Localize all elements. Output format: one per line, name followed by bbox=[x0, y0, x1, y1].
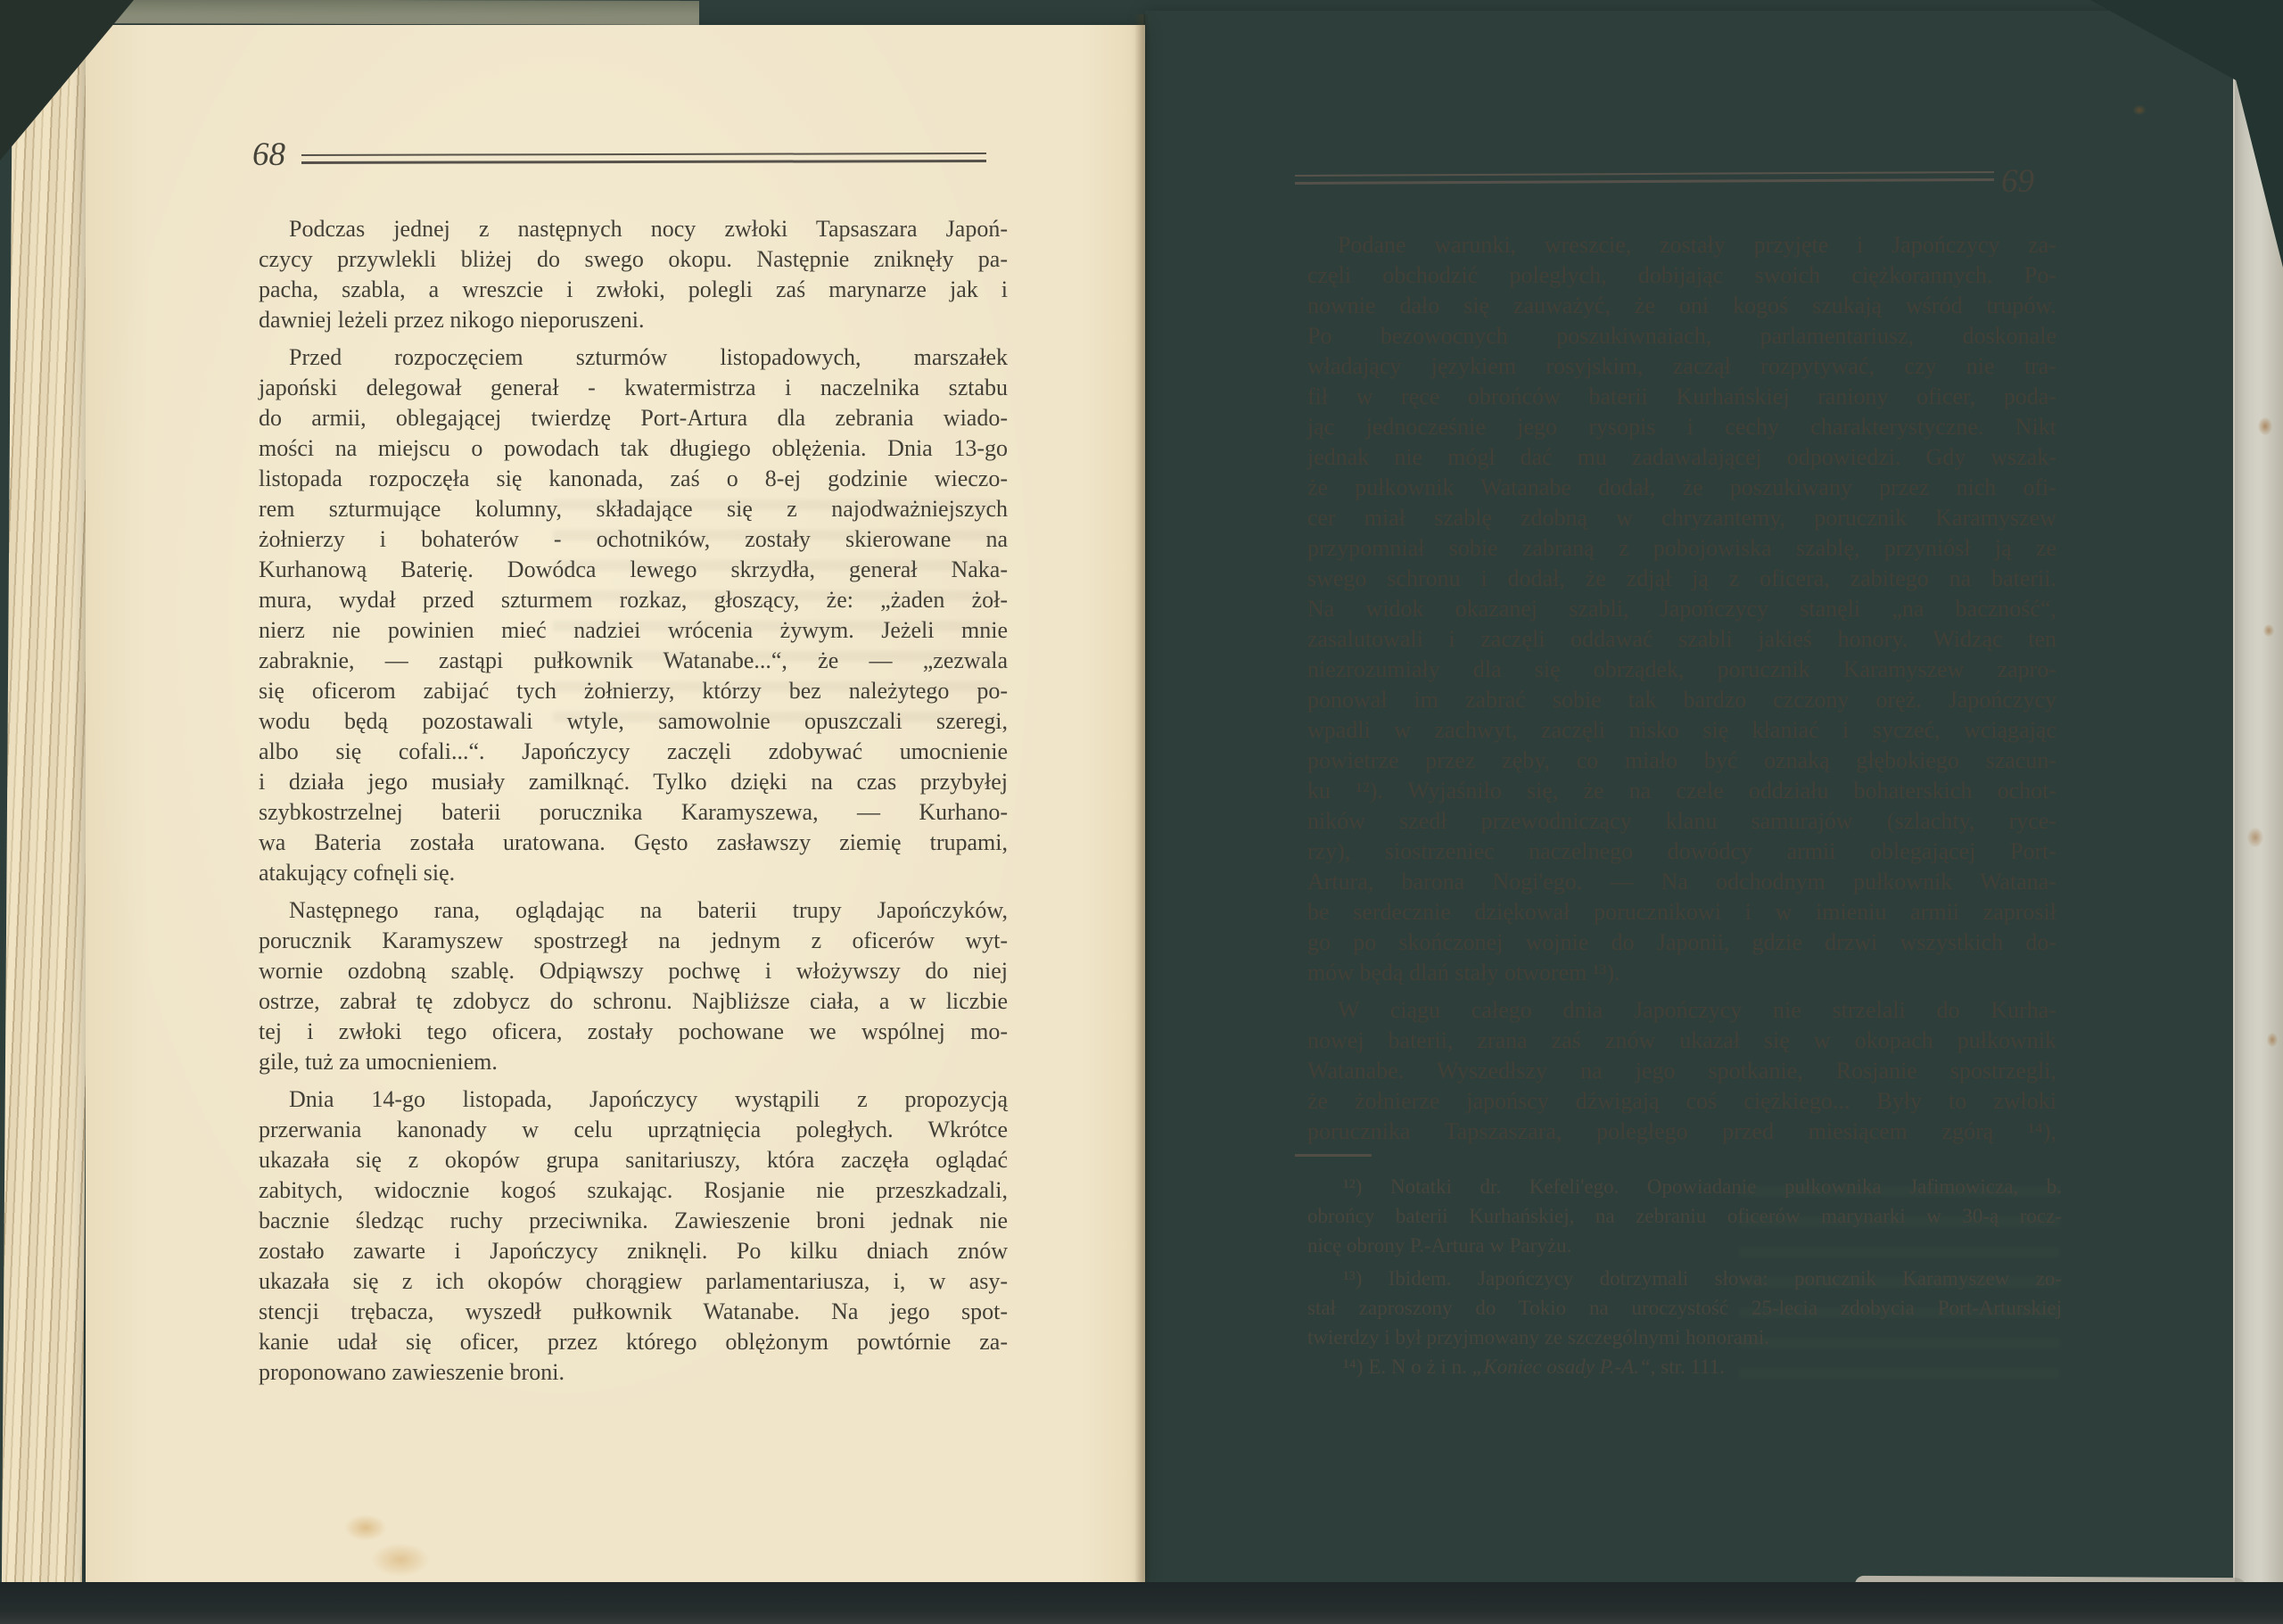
paragraph bbox=[1307, 1172, 2062, 1260]
text-line: do armii, oblegającej twierdzę Port-Artura dla zebrania wiado- bbox=[259, 405, 1008, 431]
text-line: zasalutowali i zaczęli oddawać szabli jakieś honory. Widząc ten bbox=[1307, 626, 2056, 652]
text-line: tej i zwłoki tego oficera, zostały pochowane we wspólnej mo- bbox=[259, 1018, 1008, 1044]
foxing-stain bbox=[2133, 105, 2146, 115]
text-line: wornie ozdobną szablę. Odpiąwszy pochwę i włożywszy do niej bbox=[259, 958, 1008, 984]
text-line: pacha, szabla, a wreszcie i zwłoki, polegli zaś marynarze jak i bbox=[259, 276, 1008, 302]
text-line: ponował im zabrać sobie tak bardzo czczony oręż. Japończycy bbox=[1307, 687, 2056, 713]
text-line: ¹⁴) E. N o ż i n. „Koniec osady P.-A.“, str. 111. bbox=[1343, 1356, 1726, 1378]
text-line: rzy), siostrzeniec naczelnego dowódcy armii oblegającej Port- bbox=[1307, 838, 2056, 864]
text-line: jąc jednocześnie jego rysopis i cechy charakterystyczne. Nikt bbox=[1307, 414, 2056, 440]
foxing-stain bbox=[2263, 624, 2274, 637]
text-line: nierz nie powinien mieć nadziei wrócenia żywym. Jeżeli mnie bbox=[259, 617, 1008, 643]
text-line: stencji trębacza, wyszedł pułkownik Watanabe. Na jego spot- bbox=[259, 1298, 1008, 1324]
text-line: atakujący cofnęli się. bbox=[259, 860, 456, 886]
text-line: wodu będą pozostawali wtyle, samowolnie opuszczali szeregi, bbox=[259, 708, 1008, 734]
top-page-edges bbox=[75, 0, 699, 25]
text-line: porucznika Tapszaszara, poległego przed miesiącem zgórą ¹⁴), bbox=[1307, 1118, 2056, 1144]
text-line: ników szedł przewodniczący klanu samurajów (szlachty, ryce- bbox=[1307, 808, 2056, 834]
text-line: Następnego rana, oglądając na baterii trupy Japończyków, bbox=[289, 897, 1008, 923]
text-line: go po skończonej wojnie do Japonii, gdzie drzwi wszystkich do- bbox=[1307, 929, 2056, 955]
text-line: twierdzy i był przyjmowany ze szczególnymi honorami. bbox=[1307, 1326, 1769, 1348]
text-line: gile, tuż za umocnieniem. bbox=[259, 1049, 498, 1075]
paragraph bbox=[259, 1084, 1008, 1388]
paragraph bbox=[259, 342, 1008, 888]
left-page-text bbox=[259, 214, 1008, 1388]
gutter-shadow bbox=[1134, 14, 1150, 1584]
text-line: i działa jego musiały zamilknąć. Tylko dzięki na czas przybyłej bbox=[259, 769, 1008, 795]
text-line: zabitych, widocznie kogoś szukając. Rosjanie nie przeszkadzali, bbox=[259, 1177, 1008, 1203]
paragraph bbox=[259, 214, 1008, 335]
text-line: przerwania kanonady w celu uprzątnięcia poległych. Wkrótce bbox=[259, 1117, 1008, 1142]
text-line: czycy przywlekli bliżej do swego okopu. Następnie zniknęły pa- bbox=[259, 246, 1008, 272]
text-line: ku ¹²). Wyjaśniło się, że na czele oddziału bohaterskich ochot- bbox=[1307, 778, 2056, 804]
header-rule-left bbox=[301, 153, 986, 164]
text-line: częli obchodzić poległych, dobijając swoich ciężkorannych. Po- bbox=[1307, 262, 2056, 288]
text-line: Artura, barona Nogi'ego. — Na odchodnym pułkownik Watana- bbox=[1307, 869, 2056, 894]
foxing-stain bbox=[2247, 828, 2263, 847]
page-number-right: 69 bbox=[2001, 163, 2034, 200]
text-line: rem szturmujące kolumny, składające się z najodważniejszych bbox=[259, 496, 1008, 522]
text-line: że żołnierze japońscy dźwigają coś ciężkiego... Były to zwłoki bbox=[1307, 1088, 2056, 1114]
text-line: wpadli w zachwyt, zaczęli nisko się kłaniać i syczeć, wciągając bbox=[1307, 717, 2056, 743]
text-line: przypomniał sobie zabraną z pobojowiska szablę, przyniósł ją ze bbox=[1307, 535, 2056, 561]
text-line: mura, wydał przed szturmem rozkaz, głoszący, że: „żaden żoł- bbox=[259, 587, 1008, 613]
text-line: niezrozumiały dla się obrządek, porucznik Karamyszew zapro- bbox=[1307, 656, 2056, 682]
text-line: be serdecznie dziękował porucznikowi i w imieniu armii zaprosił bbox=[1307, 899, 2056, 925]
foxing-stain bbox=[2258, 417, 2272, 435]
text-line: ukazała się z ich okopów chorągiew parlamentariusza, i, w asy- bbox=[259, 1268, 1008, 1294]
text-line: stał zaproszony do Tokio na uroczystość 25-lecia zdobycia Port-Arturskiej bbox=[1307, 1297, 2062, 1319]
footnotes bbox=[1307, 1172, 2062, 1381]
text-line: Watanabe. Wyszedłszy na jego spotkanie, Rosjanie spostrzegli, bbox=[1307, 1058, 2056, 1084]
text-line: nownie dało się zauważyć, że oni kogoś szukają wśród trupów. bbox=[1307, 293, 2056, 318]
right-page-text bbox=[1307, 230, 2056, 1147]
text-line: kanie udał się oficer, przez którego oblężonym powtórnie za- bbox=[259, 1329, 1008, 1355]
text-line: ¹²) Notatki dr. Kefeli'ego. Opowiadanie pułkownika Jafimowicza, b. bbox=[1343, 1175, 2062, 1198]
text-line: bacznie śledząc ruchy przeciwnika. Zawieszenie broni jednak nie bbox=[259, 1208, 1008, 1233]
footnote-separator bbox=[1295, 1154, 1372, 1157]
text-line: dawniej leżeli przez nikogo nieporuszeni. bbox=[259, 307, 645, 333]
book-cover-bottom bbox=[0, 1582, 2283, 1624]
text-line: zabraknie, — zastąpi pułkownik Watanabe...“, że — „zezwala bbox=[259, 647, 1008, 673]
text-line: Dnia 14-go listopada, Japończycy wystąpili z propozycją bbox=[289, 1086, 1008, 1112]
text-line: powietrze przez zęby, co miało być oznaką głębokiego szacun- bbox=[1307, 747, 2056, 773]
underlying-page-edge bbox=[2233, 36, 2283, 1605]
text-line: fił w ręce obrońców baterii Kurhańskiej raniony oficer, poda- bbox=[1307, 383, 2056, 409]
text-line: proponowano zawieszenie broni. bbox=[259, 1359, 565, 1385]
text-line: że pułkownik Watanabe dodał, że poszukiwany przez nich ofi- bbox=[1307, 474, 2056, 500]
text-line: W ciągu całego dnia Japończycy nie strzelali do Kurha- bbox=[1338, 997, 2056, 1023]
text-line: albo się cofali...“. Japończycy zaczęli zdobywać umocnienie bbox=[259, 738, 1008, 764]
text-line: zostało zawarte i Japończycy zniknęli. Po kilku dniach znów bbox=[259, 1238, 1008, 1264]
text-line: Po bezowocnych poszukiwnaiach, parlamentariusz, doskonale bbox=[1307, 323, 2056, 349]
foxing-stain bbox=[2267, 1033, 2278, 1047]
text-line: swego schronu i dodał, że zdjął ją z oficera, zabitego na baterii. bbox=[1307, 565, 2056, 591]
text-line: nowej baterii, zrana zaś znów ukazał się w okopach pułkownik bbox=[1307, 1027, 2056, 1053]
text-line: Na widok okazanej szabli, Japończycy stanęli „na baczność“, bbox=[1307, 596, 2056, 622]
text-line: obrońcy baterii Kurhańskiej, na zebraniu oficerów marynarki w 30-ą rocz- bbox=[1307, 1205, 2062, 1227]
left-page-edge-stack bbox=[2, 23, 93, 1590]
text-line: Podczas jednej z następnych nocy zwłoki Tapsaszara Japoń- bbox=[289, 216, 1008, 242]
text-line: nicę obrony P.-Artura w Paryżu. bbox=[1307, 1234, 1572, 1257]
text-line: szybkostrzelnej baterii porucznika Karamyszewa, — Kurhano- bbox=[259, 799, 1008, 825]
foxing-stain bbox=[344, 1514, 387, 1541]
footnote-14 bbox=[1307, 1352, 2062, 1381]
text-line: Kurhanową Baterię. Dowódca lewego skrzydła, generał Naka- bbox=[259, 556, 1008, 582]
text-line: mów będą dlań stały otworem ¹³). bbox=[1307, 960, 1620, 985]
text-line: żołnierzy i bohaterów - ochotników, zostały skierowane na bbox=[259, 526, 1008, 552]
text-line: cer miał szablę zdobną w chryzantemy, porucznik Karamyszew bbox=[1307, 505, 2056, 531]
paragraph bbox=[1307, 1264, 2062, 1352]
text-line: ukazała się z okopów grupa sanitariuszy, która zaczęła oglądać bbox=[259, 1147, 1008, 1173]
text-line: ostrze, zabrał tę zdobycz do schronu. Najbliższe ciała, a w liczbie bbox=[259, 988, 1008, 1014]
text-line: listopada rozpoczęła się kanonada, zaś o 8-ej godzinie wieczo- bbox=[259, 466, 1008, 491]
text-line: Podane warunki, wreszcie, zostały przyjęte i Japończycy za- bbox=[1338, 232, 2056, 258]
page-number-left: 68 bbox=[252, 136, 285, 173]
foxing-stain bbox=[371, 1543, 430, 1577]
text-line: władający językiem rosyjskim, zaczął rozpytywać, czy nie tra- bbox=[1307, 353, 2056, 379]
text-line: jednak nie mógł dać mu zadawalającej odpowiedzi. Gdy wszak- bbox=[1307, 444, 2056, 470]
text-line: się oficerom zabijać tych żołnierzy, którzy bez należytego po- bbox=[259, 678, 1008, 704]
text-line: porucznik Karamyszew spostrzegł na jednym z oficerów wyt- bbox=[259, 927, 1008, 953]
text-line: ¹³) Ibidem. Japończycy dotrzymali słowa: porucznik Karamyszew zo- bbox=[1343, 1267, 2062, 1290]
text-line: wa Bateria została uratowana. Gęsto zasławszy ziemię trupami, bbox=[259, 829, 1008, 855]
paragraph bbox=[259, 895, 1008, 1077]
text-line: Przed rozpoczęciem szturmów listopadowych, marszałek bbox=[289, 344, 1008, 370]
paragraph bbox=[1307, 995, 2056, 1147]
paragraph bbox=[1307, 230, 2056, 988]
text-line: mości na miejscu o powodach tak długiego oblężenia. Dnia 13-go bbox=[259, 435, 1008, 461]
text-line: japoński delegował generał - kwatermistrza i naczelnika sztabu bbox=[259, 375, 1008, 400]
